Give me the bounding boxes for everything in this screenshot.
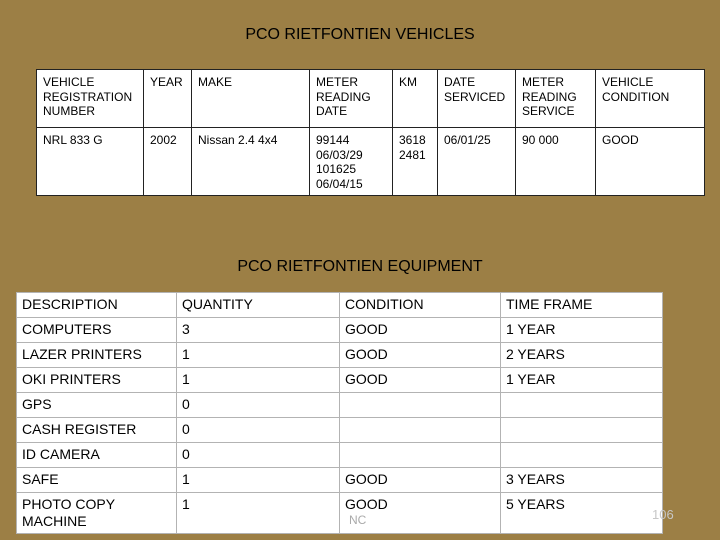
table-cell: 1	[177, 468, 340, 493]
table-cell: GOOD	[596, 128, 705, 196]
table-cell: 0	[177, 443, 340, 468]
equipment-title: PCO RIETFONTIEN EQUIPMENT	[237, 258, 483, 275]
table-cell: COMPUTERS	[17, 318, 177, 343]
table-cell	[340, 393, 501, 418]
table-cell: 2002	[144, 128, 192, 196]
table-cell: 1 YEAR	[501, 368, 663, 393]
table-cell	[501, 418, 663, 443]
table-cell: CASH REGISTER	[17, 418, 177, 443]
table-cell: 3618 2481	[393, 128, 438, 196]
header-cell: VEHICLE CONDITION	[596, 70, 705, 128]
condition-value: GOOD	[345, 496, 388, 512]
table-row	[17, 443, 663, 468]
table-row	[17, 368, 663, 393]
table-row	[17, 393, 663, 418]
table-cell	[340, 443, 501, 468]
table-cell: 0	[177, 393, 340, 418]
header-cell: METER READING SERVICE	[516, 70, 596, 128]
table-cell: SAFE	[17, 468, 177, 493]
table-cell: 3	[177, 318, 340, 343]
table-cell	[340, 418, 501, 443]
table-cell: 2 YEARS	[501, 343, 663, 368]
equipment-table	[16, 292, 663, 534]
table-row	[17, 343, 663, 368]
table-cell: PHOTO COPY MACHINE	[17, 493, 177, 534]
table-cell	[501, 393, 663, 418]
header-cell: TIME FRAME	[501, 293, 663, 318]
table-cell: 3 YEARS	[501, 468, 663, 493]
table-cell	[501, 443, 663, 468]
vehicles-title: PCO RIETFONTIEN VEHICLES	[245, 26, 475, 43]
vehicles-header-row	[37, 70, 705, 128]
table-cell: 5 YEARS	[501, 493, 663, 534]
header-cell: MAKE	[192, 70, 310, 128]
header-cell: QUANTITY	[177, 293, 340, 318]
table-cell: GOOD	[340, 368, 501, 393]
header-cell: METER READING DATE	[310, 70, 393, 128]
equipment-header-row	[17, 293, 663, 318]
table-cell: GOOD	[340, 318, 501, 343]
header-cell: DATE SERVICED	[438, 70, 516, 128]
table-cell: GOOD	[340, 343, 501, 368]
table-row	[17, 493, 663, 534]
table-cell: GOOD	[340, 468, 501, 493]
table-cell	[340, 493, 501, 534]
table-row	[17, 318, 663, 343]
nc-note: NC	[349, 513, 367, 527]
table-row	[17, 468, 663, 493]
header-cell: VEHICLE REGISTRATION NUMBER	[37, 70, 144, 128]
table-cell: ID CAMERA	[17, 443, 177, 468]
table-cell: 0	[177, 418, 340, 443]
table-cell: 06/01/25	[438, 128, 516, 196]
table-cell: 90 000	[516, 128, 596, 196]
page-number: 106	[652, 507, 674, 522]
header-cell: CONDITION	[340, 293, 501, 318]
header-cell: DESCRIPTION	[17, 293, 177, 318]
table-cell: GPS	[17, 393, 177, 418]
header-cell: YEAR	[144, 70, 192, 128]
table-row	[17, 418, 663, 443]
table-cell: NRL 833 G	[37, 128, 144, 196]
table-cell: 1	[177, 493, 340, 534]
table-cell: 1 YEAR	[501, 318, 663, 343]
table-row	[37, 128, 705, 196]
table-cell: Nissan 2.4 4x4	[192, 128, 310, 196]
table-cell: 1	[177, 368, 340, 393]
table-cell: 1	[177, 343, 340, 368]
vehicles-table	[36, 69, 705, 196]
table-cell: LAZER PRINTERS	[17, 343, 177, 368]
table-cell: 99144 06/03/29 101625 06/04/15	[310, 128, 393, 196]
header-cell: KM	[393, 70, 438, 128]
table-cell: OKI PRINTERS	[17, 368, 177, 393]
